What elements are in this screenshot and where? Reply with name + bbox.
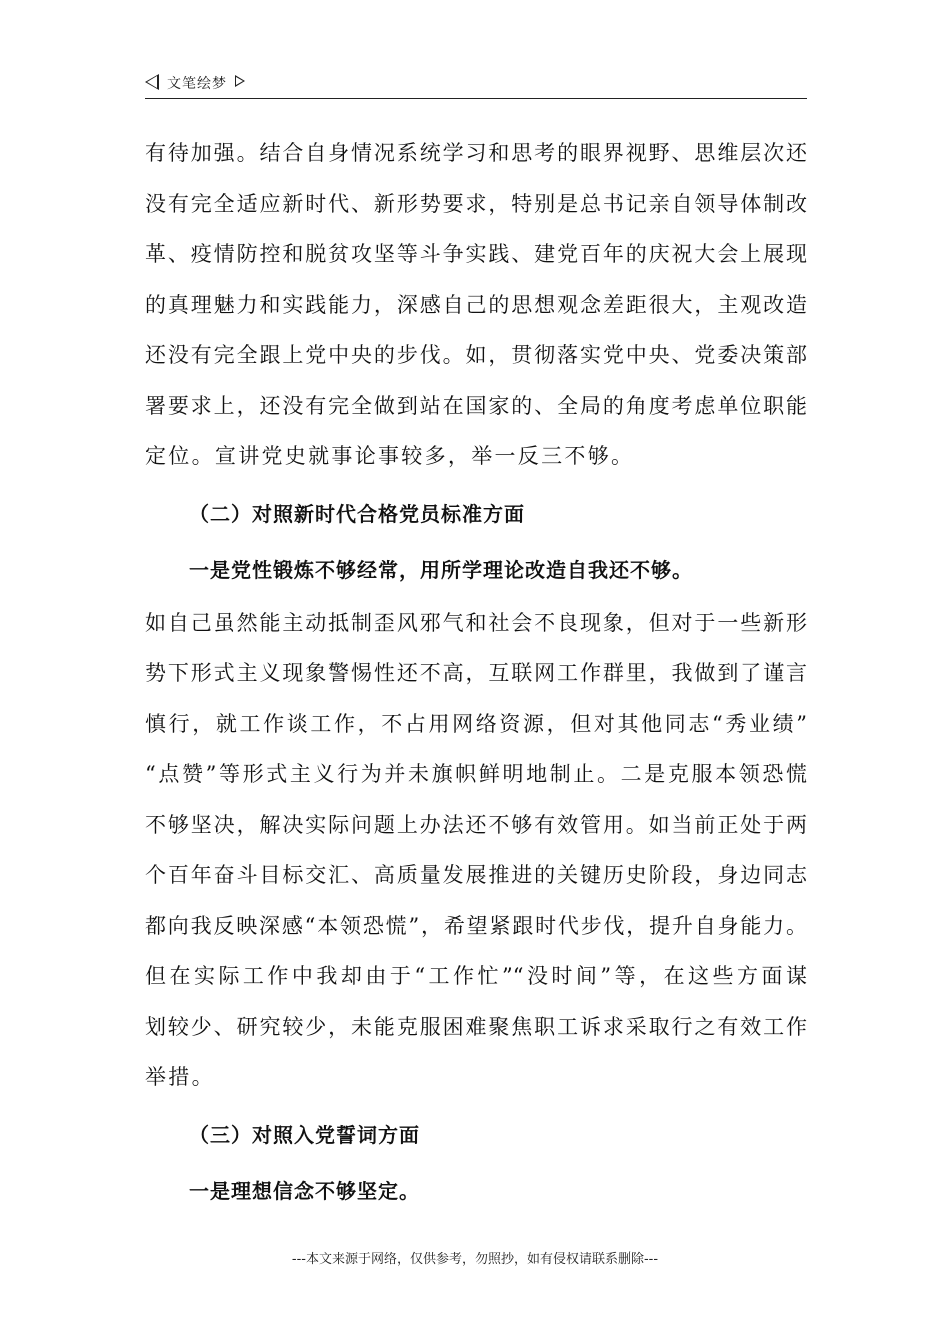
text-line: 不够坚决，解决实际问题上办法还不够有效管用。如当前正处于两 (145, 812, 807, 837)
page-footer: ---本文来源于网络，仅供参考，勿照抄，如有侵权请联系删除--- (291, 1252, 659, 1267)
paragraph-2 (145, 598, 807, 1103)
text-line: 但在实际工作中我却由于“工作忙”“没时间”等，在这些方面谋 (145, 964, 807, 988)
text-line: 署要求上，还没有完全做到站在国家的、全局的角度考虑单位职能 (145, 393, 807, 418)
text-line: “点赞”等形式主义行为并未旗帜鲜明地制止。二是克服本领恐慌 (145, 762, 807, 786)
header-title: 文笔绘梦 (167, 76, 227, 92)
section-2-point-1: 一是党性锻炼不够经常，用所学理论改造自我还不够。 (189, 557, 693, 582)
text-line: 划较少、研究较少，未能克服困难聚焦职工诉求采取行之有效工作 (145, 1014, 807, 1039)
left-triangle-icon (145, 74, 159, 90)
text-line: 有待加强。结合自身情况系统学习和思考的眼界视野、思维层次还 (145, 141, 807, 165)
text-line: 革、疫情防控和脱贫攻坚等斗争实践、建党百年的庆祝大会上展现 (145, 242, 807, 266)
section-3-point-1: 一是理想信念不够坚定。 (189, 1178, 420, 1203)
text-line: 没有完全适应新时代、新形势要求，特别是总书记亲自领导体制改 (145, 191, 807, 216)
text-line: 如自己虽然能主动抵制歪风邪气和社会不良现象，但对于一些新形 (145, 610, 807, 635)
text-line: 定位。宣讲党史就事论事较多，举一反三不够。 (145, 444, 635, 468)
section-heading-3: （三）对照入党誓词方面 (189, 1122, 420, 1147)
text-line: 势下形式主义现象警惕性还不高，互联网工作群里，我做到了谨言 (145, 661, 807, 685)
page-header (145, 72, 807, 99)
paragraph-1 (145, 128, 807, 482)
text-line: 都向我反映深感“本领恐慌”，希望紧跟时代步伐，提升自身能力。 (145, 913, 807, 938)
text-line: 个百年奋斗目标交汇、高质量发展推进的关键历史阶段，身边同志 (145, 863, 807, 887)
text-line: 慎行，就工作谈工作，不占用网络资源，但对其他同志“秀业绩” (145, 711, 807, 736)
right-triangle-icon (235, 75, 245, 87)
text-line: 的真理魅力和实践能力，深感自己的思想观念差距很大，主观改造 (145, 292, 807, 317)
text-line: 还没有完全跟上党中央的步伐。如，贯彻落实党中央、党委决策部 (145, 343, 807, 367)
section-heading-2: （二）对照新时代合格党员标准方面 (189, 501, 525, 526)
text-line: 举措。 (145, 1065, 215, 1089)
document-body (145, 128, 807, 1219)
